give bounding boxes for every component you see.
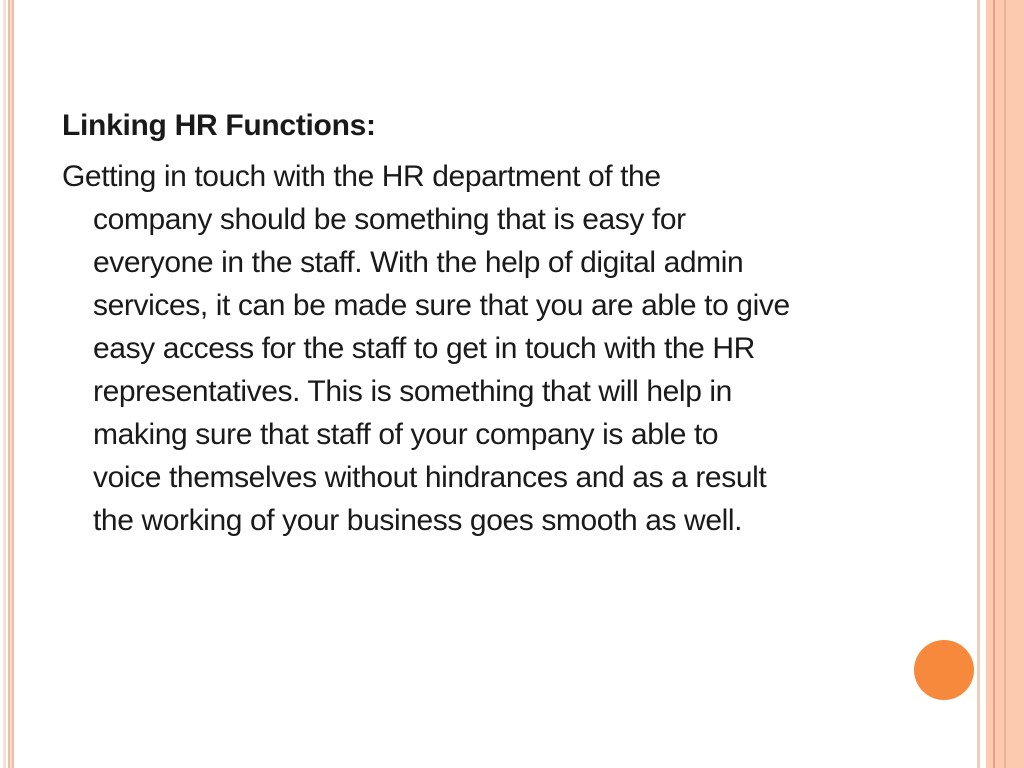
left-thin-stripe (3, 0, 6, 768)
slide-body-paragraph (62, 155, 902, 542)
paragraph-line: company should be something that is easy for (93, 203, 686, 236)
right-thin-stripe (977, 0, 980, 768)
paragraph-line: everyone in the staff. With the help of digital admin (93, 246, 744, 279)
accent-circle (914, 640, 974, 700)
left-stripe-edge-inner (12, 0, 14, 768)
paragraph-line: Getting in touch with the HR department of the (62, 160, 661, 193)
paragraph-line: services, it can be made sure that you are able to give (93, 289, 790, 322)
right-band-line-soft (1004, 0, 1006, 768)
paragraph-line: the working of your business goes smooth as well. (93, 504, 743, 537)
slide-title: Linking HR Functions: (62, 109, 376, 142)
right-band-line-dark (993, 0, 995, 768)
paragraph-line: easy access for the staff to get in touch with the HR (93, 332, 755, 365)
slide-text-block (62, 104, 902, 542)
paragraph-line: representatives. This is something that will help in (93, 375, 732, 408)
paragraph-line: making sure that staff of your company is able to (93, 418, 719, 451)
paragraph-line: voice themselves without hindrances and as a result (93, 461, 767, 494)
